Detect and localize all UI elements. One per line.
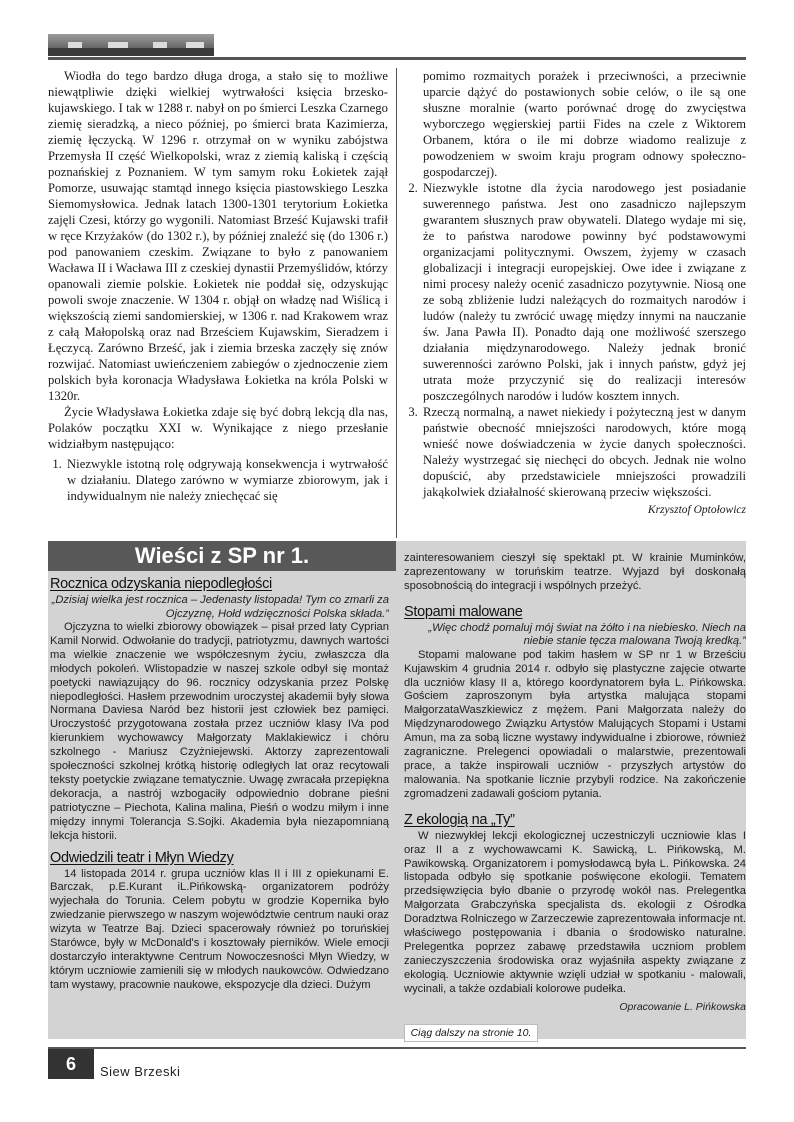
list-item: 2. Niezwykle istotne dla życia narodowego jest posiadanie suwerennego państwa. Jest ono zasadniczo najlepszym gwarantem słusznych praw obywateli. Dlatego wydaje mi się, że to państwa narodowe powinny być podstawowymi organizacjami politycznymi. Owszem, żyjemy w czasach globalizacji i integracji europejskiej. Owe idee i związane z nimi procesy należy ocenić zasadniczo pozytywnie. Niosą one ze sobą zbliżenie ludzi należących do rozmaitych narodów i ludów (należy tu zwrócić uwagę między innymi na nauczanie św. Jana Pawła II). Ponadto dają one możliwość szerszego działania międzynarodowego. Należy jednak bronić suwerenności zarówno Polski, jak i innych państw, gdyż jej utrata może przyczynić się do realizacji interesów poszczególnych narodów i ludów kosztem innych.: [421, 180, 746, 404]
article-author: Krzysztof Optołowicz: [647, 504, 746, 516]
article-paragraph: Życie Władysława Łokietka zdaje się być dobrą lekcją dla nas, Polaków początku XXI w. Wynikające z niego przesłanie widziałbym następująco:: [48, 405, 388, 451]
list-item-continuation: pomimo rozmaitych porażek i przeciwności, a przeciwnie uparcie dążyć do postawionych sobie celów, o ile są one słuszne moralnie (warto porównać drogę do zwycięstwa wyborczego węgierskiej partii Fides na czele z Wiktorem Orbanem, która o ile mi dobrze wiadomo realizuje z powodzeniem w swoim kraju program odnowy społeczno-gospodarczej).: [423, 69, 746, 179]
section-heading: Z ekologią na „Ty”: [404, 811, 515, 828]
section-text-continuation: zainteresowaniem cieszył się spektakl pt. W krainie Muminków, zaprezentowany w toruńskim teatrze. Wyjazd był doskonałą sposobnością do integracji i wspólnych przeżyć.: [404, 552, 746, 592]
section-heading: Stopami malowane: [404, 603, 523, 620]
section-author: Opracowanie L. Pińkowska: [619, 1000, 746, 1013]
header-photo-strip: [48, 34, 214, 56]
conclusions-list-continued: [404, 180, 746, 500]
section-heading: Odwiedzili teatr i Młyn Wiedzy: [50, 849, 234, 866]
section-text: Stopami malowane pod takim hasłem w SP nr 1 w Brześciu Kujawskim 4 grudnia 2014 r. odbyło się plastyczne zajęcie otwarte dla uczniów klasy II a, którego koordynatorem była L. Pińkowska. Gościem zaproszonym była artystka malująca stopami MałgorzataWaszkiewicz z mężem. Pani Małgorzata należy do Międzynarodowego Związku Artystów Malujących Stopami i Ustami Amun, ma za sobą liczne wystawy indywidualne i zbiorowe, również zagraniczne. Prelegenci opowiadali o malarstwie, prezentowali prace, a także inspirowali uczniów - przyszłych artystów do malowania. Na spotkanie licznie przybyli rodzice. Na zakończenie zgromadzeni zadawali gościom pytania.: [404, 648, 746, 800]
news-column-left: [50, 576, 389, 1038]
continuation-note: Ciąg dalszy na stronie 10.: [404, 1024, 538, 1042]
list-item: 1. Niezwykle istotną rolę odgrywają konsekwencja i wytrwałość w działaniu. Dlatego zarówno w wymiarze zbiorowym, jak i indywidualnym nie należy zniechęcać się: [65, 456, 388, 504]
article-column-right: [404, 68, 746, 538]
section-text: W niezwykłej lekcji ekologicznej uczestniczyli uczniowie klas I oraz II a z wychowawcami K. Sawicką, L. Pińkowską, M. Pawikowską. Organizatorem i pomysłodawcą była L. Pińkowska. 24 listopada odbyło się spotkanie poświęcone ekologii. Tematem przedsięwzięcia było dbanie o przyrodę wokół nas. Prelegentka Małgorzata Grabczyńska specjalista ds. ekologii z Ośrodka Doradztwa Rolniczego w Zarzeczewie zaprezentowała informacje nt. właściwego postępowania i dbania o środowisko naturalne. Prelegentka poprzez zabawę przedstawiła uczniom problem zanieczyszczenia środowiska oraz wyjaśniła aspekty związane z ekologią. Uczniowie aktywnie wzięli udział w spotkaniu - malowali, wycinali, a także ozdabiali kolorowe pudełka.: [404, 829, 746, 995]
conclusions-list: [48, 456, 388, 504]
header-rule: [48, 57, 746, 60]
column-divider: [396, 68, 397, 538]
page-number: 6: [48, 1049, 94, 1079]
section-quote: „Dzisiaj wielka jest rocznica – Jedenasty listopada! Tym co zmarli za Ojczyznę, Hołd wdzięczności Polska składa.”: [51, 594, 389, 620]
section-heading: Rocznica odzyskania niepodległości: [50, 576, 272, 592]
section-text: Ojczyzna to wielki zbiorowy obowiązek – pisał przed laty Cyprian Kamil Norwid. Odwołanie do tradycji, patriotyzmu, dawnych wartości ma wielkie znaczenie we współczesnym życiu, zwłaszcza dla młodych pokoleń. Wlistopadzie w naszej szkole odbył się montaż poetycki nawiązujący do 96. rocznicy odzyskania przez Polskę niepodległości. Hasłem przewodnim uroczystej akademii były słowa Normana Daviesa Naród bez historii jest człowiek bez pamięci. Uroczystość przygotowana została przez uczniów klasy IVa pod kierunkiem wychowawcy Małgorzaty Maklakiewicz i chóru szkolnego - Mariusz Czyżniejewski. Aktorzy zaprezentowali społeczności szkolnej krótką historię odległych lat oraz recytowali teksty poetyckie związane tematycznie. Uwagę zwracała przepiękna dekoracja, a nastrój wzbogaciły odpowiednio dobrane pieśni patriotyczne – Piechota, Kalina malina, Pieśń o wodzu miłym i inne między innymi Tolerancja S.Sojki. Akademia była niezapomnianą lekcja historii.: [50, 621, 389, 842]
article-paragraph: Wiodła do tego bardzo długa droga, a stało się to możliwe niewątpliwie dzięki wielkiej wytrwałości księcia brzesko-kujawskiego. I tak w 1288 r. nabył on po śmierci Leszka Czarnego ziemię sieradzką, a nieco później, po śmierci brata Kazimierza, ziemię łęczycką. W 1296 r. otrzymał on w wyniku zabójstwa Przemysła II część Wielkopolski, wraz z ziemią kaliską i częścią poznańskiej z Poznaniem. W tym samym roku Łokietek zajął Pomorze, usuwając stamtąd innego księcia piastowskiego Leszka Siemomysłowica. Jednak latach 1300-1301 terytorium Łokietka zajęli Czesi, którzy go wygonili. Natomiast Brześć Kujawski trafił w ręce Krzyżaków (do 1302 r.), by później znaleźć się (do 1306 r.) pod panowaniem czeskim. Związane to było z panowaniem Wacława II i Wacława III z czeskiej dynastii Przemyślidów, którzy opanowali ziemie polskie. Łokietek nie poddał się, odzyskując powoli swoje znaczenie. W 1304 r. objął on władzę nad Wiślicą i większością ziemi sandomierskiej, w 1306 r. nad Krakowem wraz z całą Małopolską oraz nad Brześciem Kujawskim, Sieradzem i Łęczycą. Zarówno Brześć, jak i ziemia brzeska zaczęły się znów rozwijać. Natomiast uwieńczeniem zabiegów o zjednoczenie ziem polskich była koronacja Władysława Łokietka na króla Polski w 1320r.: [48, 69, 388, 403]
publication-name: Siew Brzeski: [100, 1064, 181, 1079]
news-column-right: [404, 552, 746, 1032]
article-column-left: [48, 68, 388, 538]
list-item: 3. Rzeczą normalną, a nawet niekiedy i pożyteczną jest w danym państwie obecność mniejszości narodowych, które mogą wnieść nowe doświadczenia w życie danych społeczności. Należy wystrzegać się niechęci do obcych. Jednak nie wolno dopuścić, aby przedstawiciele mniejszości prowadzili jakąkolwiek działalność skierowaną przeciw większości.: [421, 404, 746, 500]
footer-rule: [48, 1047, 746, 1049]
section-text: 14 listopada 2014 r. grupa uczniów klas II i III z opiekunami E. Barczak, p.E.Kurant iL.Pińkowską- organizatorem podróży wyjechała do Torunia. Celem pobytu w grodzie Kopernika było zwiedzanie pierwszego w naszym województwie centrum nauki oraz wizyta w Teatrze Baj. Dzieci spacerowały również po toruńskiej Starówce, były w McDonald's i kosztowały pierników. Wiele emocji dostarczyło interaktywne Centrum Nowoczesności Młyn Wiedzy, w którym uczniowie zamienili się w młodych naukowców. Odwiedzano tam wystawy, pracownie naukowe, ekspozycje dla dzieci. Dużym: [50, 867, 389, 991]
news-title: Wieści z SP nr 1.: [48, 541, 396, 571]
section-quote: „Więc chodź pomaluj mój świat na żółto i na niebiesko. Niech na niebie stanie tęcza malowana Twoją kredką.”: [428, 621, 746, 648]
